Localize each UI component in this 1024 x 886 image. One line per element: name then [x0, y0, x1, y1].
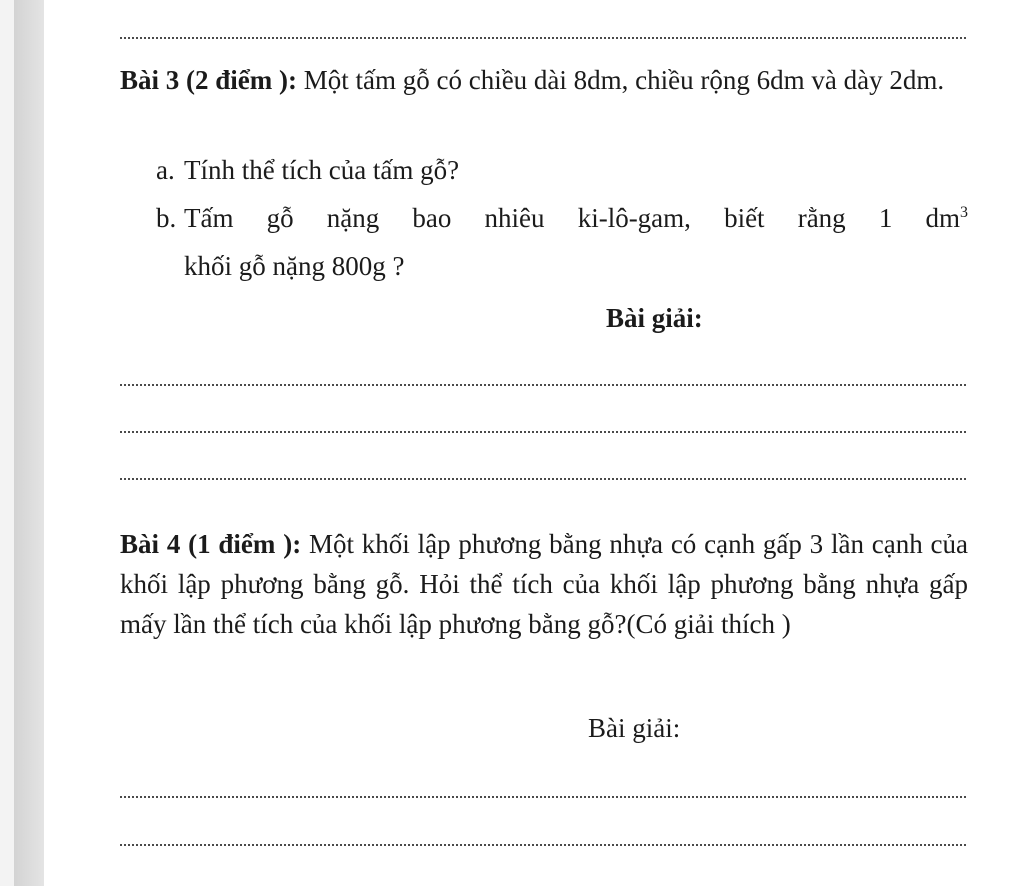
dotted-answer-line [120, 431, 966, 433]
bai4-text: Một khối lập phương bằng nhựa có cạnh gấp 3 lần cạnh của khối lập phương bằng gỗ. Hỏi thể tích của khối lập phương bằng nhựa gấp mấy lần thể tích của khối lập phương bằng gỗ?(Có giải thích ) [120, 529, 968, 639]
bai3-intro: Một tấm gỗ có chiều dài 8dm, chiều rộng 6dm và dày 2dm. [303, 65, 945, 95]
window-left-margin [0, 0, 14, 886]
bai3-item-b-continuation [184, 246, 404, 286]
bai3-item-b [156, 198, 968, 238]
bai3-paragraph [120, 60, 968, 100]
bai4-title: Bài 4 (1 điểm ): [120, 529, 302, 559]
bai3-item-a [156, 150, 459, 190]
bai4-solution-heading-text: Bài giải: [588, 713, 681, 743]
bai3-item-b-sup: 3 [960, 204, 968, 221]
dotted-answer-line [120, 37, 966, 39]
bai3-solution-heading-text: Bài giải: [606, 303, 703, 333]
bai3-solution-heading [606, 298, 703, 338]
bai3-item-b-text: Tấm gỗ nặng bao nhiêu ki-lô-gam, biết rằng 1 dm [184, 203, 960, 233]
dotted-answer-line [120, 844, 966, 846]
dotted-answer-line [120, 478, 966, 480]
dotted-answer-line [120, 796, 966, 798]
bai4-solution-heading [588, 708, 680, 748]
document-page [44, 0, 1024, 886]
bai3-title: Bài 3 (2 điểm ): [120, 65, 297, 95]
dotted-answer-line [120, 384, 966, 386]
bai3-item-b-label: b. [156, 203, 177, 233]
bai3-item-a-text: Tính thể tích của tấm gỗ? [184, 155, 460, 185]
bai3-item-a-label: a. [156, 155, 175, 185]
bai3-item-b-continuation-text: khối gỗ nặng 800g ? [184, 251, 405, 281]
bai4-paragraph [120, 524, 968, 644]
page-shadow-edge [14, 0, 44, 886]
